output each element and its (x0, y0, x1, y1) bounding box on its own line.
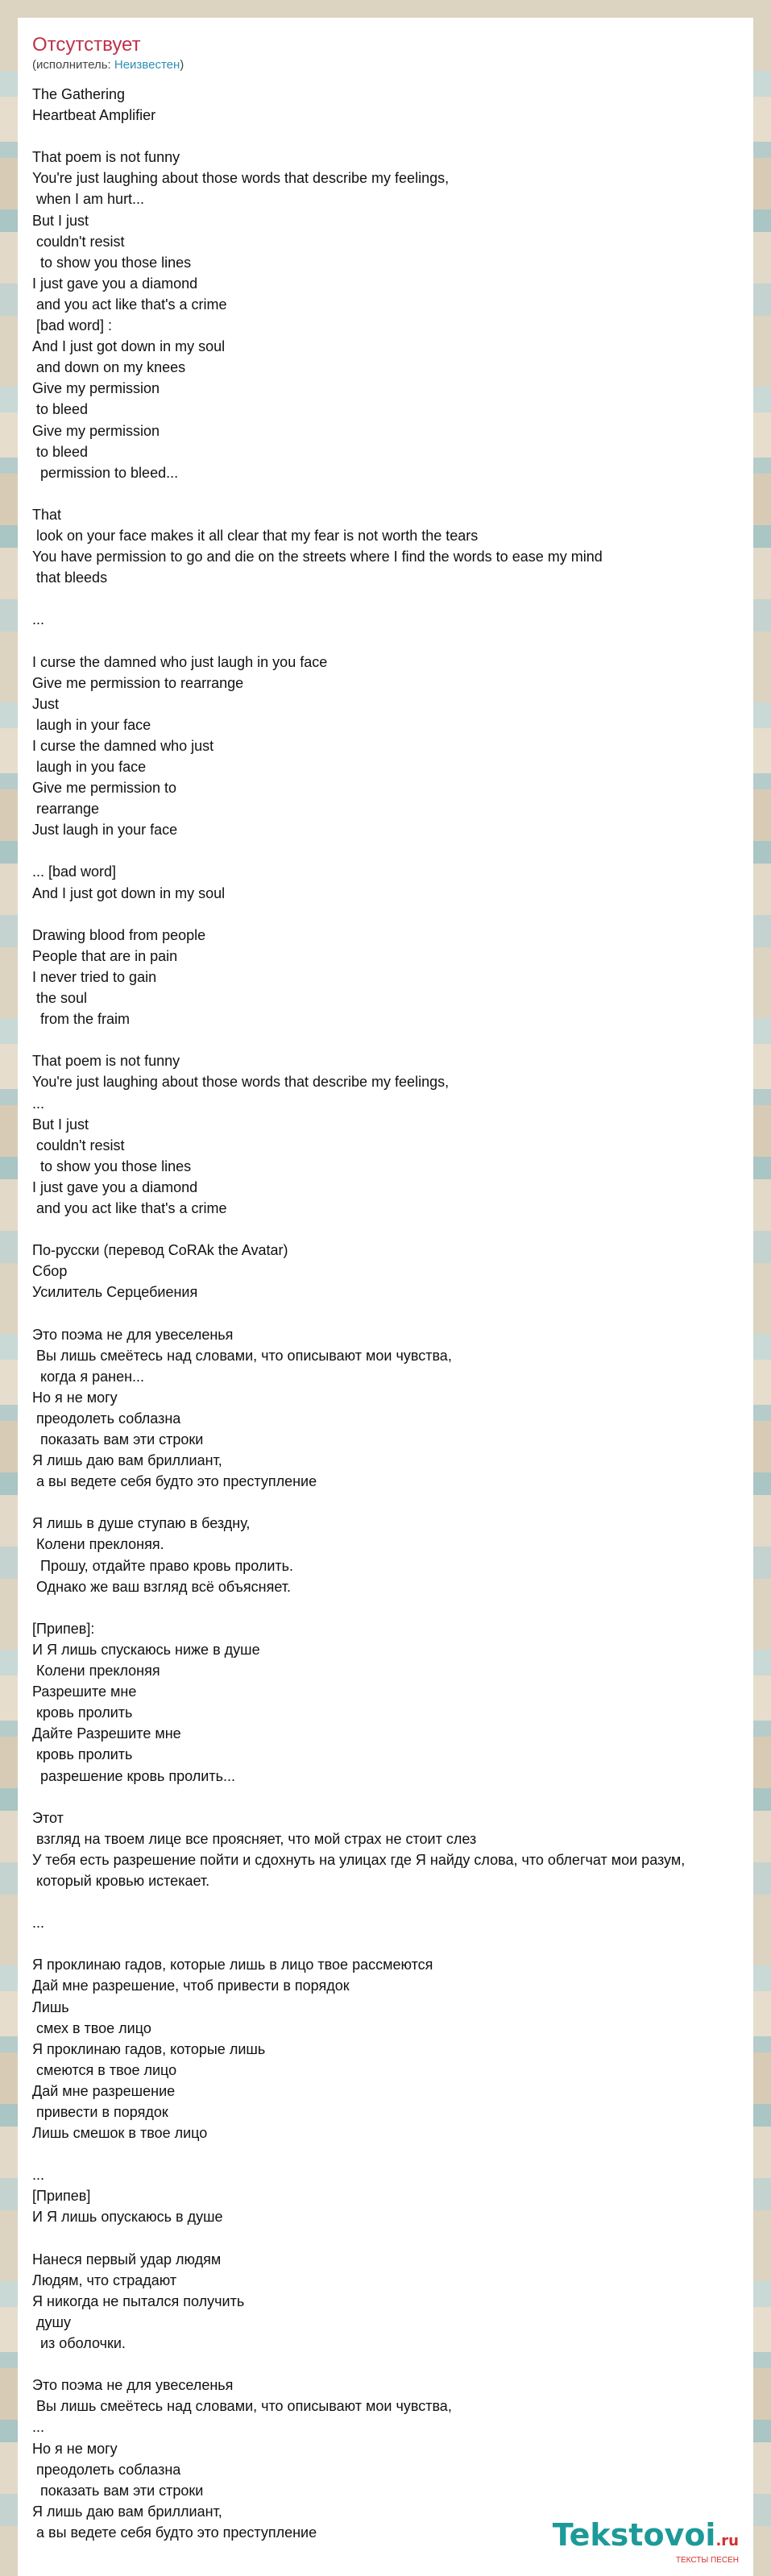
lyric-line: Лишь смешок в твое лицо (32, 2125, 208, 2142)
blank-line (32, 588, 753, 609)
blank-line (32, 483, 753, 504)
blank-line (32, 1891, 753, 1912)
lyric-line: And I just got down in my soul (32, 338, 226, 355)
lyric-line: from the fraim (32, 1011, 131, 1028)
lyric-line: Но я не могу (32, 1389, 118, 1406)
lyric-line: Я лишь даю вам бриллиант, (32, 2503, 222, 2520)
lyric-line: когда я ранен... (32, 1368, 145, 1385)
lyric-line: to show you those lines (32, 1158, 192, 1174)
lyric-line: And I just got down in my soul (32, 884, 226, 901)
lyric-line: ... (32, 1915, 45, 1932)
lyric-line: when I am hurt... (32, 191, 145, 208)
blank-line (32, 2354, 753, 2375)
lyric-line: И Я лишь спускаюсь ниже в душе (32, 1641, 260, 1658)
lyric-line: to show you those lines (32, 254, 192, 271)
lyric-line: ... (32, 1095, 45, 1112)
lyric-line: Но я не могу (32, 2440, 118, 2457)
blank-line (32, 2143, 753, 2164)
lyric-line: That poem is not funny (32, 1053, 180, 1070)
song-title: Отсутствует (32, 34, 141, 56)
lyric-line: You have permission to go and die on the streets where I find the words to ease my mind (32, 549, 603, 565)
artist-prefix: (исполнитель: (32, 58, 114, 72)
lyric-line: привести в порядок (32, 2104, 168, 2120)
lyric-line: Я лишь даю вам бриллиант, (32, 1452, 222, 1469)
lyric-line: Я никогда не пытался получить (32, 2292, 245, 2309)
lyric-line: I curse the damned who just (32, 737, 214, 754)
lyric-line: the soul (32, 990, 88, 1007)
lyric-line: Give my permission (32, 380, 160, 397)
lyric-line: У тебя есть разрешение пойти и сдохнуть на улицах где Я найду слова, что облегчат мои разум, (32, 1851, 686, 1868)
lyric-line: and you act like that's a crime (32, 296, 227, 313)
lyric-line: И Я лишь опускаюсь в душе (32, 2209, 223, 2226)
lyric-line: The Gathering (32, 86, 126, 102)
blank-line (32, 1302, 753, 1323)
lyric-line: Я проклинаю гадов, которые лишь (32, 2040, 266, 2057)
lyric-line: По-русски (перевод CoRAk the Avatar) (32, 1242, 288, 1259)
lyric-line: Drawing blood from people (32, 926, 206, 943)
lyric-line: couldn't resist (32, 233, 125, 250)
lyric-line: and you act like that's a crime (32, 1199, 227, 1216)
lyric-line: to bleed (32, 443, 89, 460)
lyric-line: Колени преклоняя (32, 1663, 160, 1679)
lyric-line: Это поэма не для увеселенья (32, 2377, 234, 2394)
artist-line (32, 58, 184, 72)
lyric-line: Прошу, отдайте право кровь пролить. (32, 1557, 294, 1574)
lyric-line: But I just (32, 1116, 89, 1133)
lyric-line: ... (32, 2167, 45, 2184)
lyric-line: Этот (32, 1809, 64, 1826)
lyric-line: Give my permission (32, 422, 160, 439)
lyric-line: Heartbeat Amplifier (32, 107, 156, 124)
lyric-line: преодолеть соблазна (32, 1410, 181, 1427)
lyric-line: из оболочки. (32, 2335, 126, 2352)
lyric-line: Людям, что страдают (32, 2272, 177, 2288)
lyric-line: Just (32, 695, 60, 712)
blank-line (32, 1933, 753, 1954)
blank-line (32, 1787, 753, 1808)
artist-suffix: ) (180, 58, 184, 72)
blank-line (32, 1597, 753, 1618)
lyric-line: and down on my knees (32, 359, 186, 376)
lyric-line: кровь пролить (32, 1704, 133, 1721)
blank-line (32, 630, 753, 651)
blank-line (32, 1219, 753, 1240)
lyric-line: [Припев] (32, 2188, 91, 2205)
lyric-line: I just gave you a diamond (32, 1178, 198, 1195)
lyric-line: ... (32, 2419, 45, 2436)
lyric-line: Дай мне разрешение, чтоб привести в порядок (32, 1978, 350, 1994)
blank-line (32, 904, 753, 925)
lyric-line: laugh in your face (32, 716, 151, 733)
lyric-line: Я проклинаю гадов, которые лишь в лицо твое рассмеются (32, 1957, 433, 1973)
lyric-line: который кровью истекает. (32, 1872, 210, 1889)
artist-link[interactable]: Неизвестен (114, 58, 180, 72)
logo-tld: .ru (715, 2533, 739, 2549)
lyric-line: преодолеть соблазна (32, 2461, 181, 2478)
lyric-line: Сбор (32, 1263, 68, 1280)
blank-line (32, 840, 753, 861)
lyric-line: душу (32, 2313, 71, 2330)
lyric-line: Вы лишь смеётесь над словами, что описывают мои чувства, (32, 2398, 452, 2415)
site-logo[interactable] (553, 2519, 739, 2565)
lyric-line: Вы лишь смеётесь над словами, что описывают мои чувства, (32, 1347, 452, 1364)
lyrics-page (18, 18, 753, 2576)
lyric-line: That poem is not funny (32, 149, 180, 166)
lyric-line: that bleeds (32, 569, 108, 586)
lyric-line: Разрешите мне (32, 1684, 137, 1700)
lyric-line: разрешение кровь пролить... (32, 1767, 235, 1784)
lyric-line: показать вам эти строки (32, 2482, 204, 2499)
lyric-line: Я лишь в душе ступаю в бездну, (32, 1515, 251, 1532)
lyric-line: [Припев]: (32, 1620, 95, 1637)
lyric-line: взгляд на твоем лице все проясняет, что мой страх не стоит слез (32, 1830, 477, 1847)
lyric-line: а вы ведете себя будто это преступление (32, 1473, 317, 1490)
lyric-line: permission to bleed... (32, 464, 179, 481)
logo-tagline: ТЕКСТЫ ПЕСЕН (675, 2556, 739, 2565)
logo-name: Tekstovoi (552, 2517, 716, 2553)
lyric-line: а вы ведете себя будто это преступление (32, 2524, 317, 2541)
lyric-line: Дайте Разрешите мне (32, 1725, 181, 1742)
lyric-line: You're just laughing about those words that describe my feelings, (32, 1074, 450, 1091)
blank-line (32, 1029, 753, 1050)
lyric-line: Колени преклоняя. (32, 1536, 164, 1553)
background-stripe-left (0, 0, 18, 2576)
background-stripe-right (753, 0, 771, 2576)
lyric-line: I just gave you a diamond (32, 275, 198, 292)
lyric-line: Однако же ваш взгляд всё объясняет. (32, 1578, 291, 1595)
lyric-line: rearrange (32, 801, 100, 818)
lyric-line: [bad word] : (32, 317, 113, 334)
lyric-line: laugh in you face (32, 759, 147, 775)
lyric-line: показать вам эти строки (32, 1431, 204, 1447)
lyric-line: I never tried to gain (32, 968, 157, 985)
lyric-line: People that are in pain (32, 947, 178, 964)
lyric-line: кровь пролить (32, 1746, 133, 1763)
lyric-line: смеются в твое лицо (32, 2061, 177, 2078)
lyric-line: Усилитель Серцебиения (32, 1284, 198, 1301)
lyric-line: couldn't resist (32, 1137, 125, 1153)
lyric-line: Give me permission to rearrange (32, 674, 244, 691)
lyric-line: But I just (32, 212, 89, 229)
lyric-line: Лишь (32, 1998, 69, 2015)
lyric-line: look on your face makes it all clear that my fear is not worth the tears (32, 527, 479, 544)
lyric-line: ... (32, 611, 45, 628)
lyric-line: Дай мне разрешение (32, 2082, 176, 2099)
lyric-line: Это поэма не для увеселенья (32, 1326, 234, 1343)
lyric-line: You're just laughing about those words that describe my feelings, (32, 170, 450, 187)
lyrics-text (32, 84, 753, 2543)
blank-line (32, 2228, 753, 2249)
lyric-line: смех в твое лицо (32, 2019, 151, 2036)
logo-wordmark (553, 2519, 739, 2557)
lyric-line: Just laugh in your face (32, 822, 178, 839)
lyric-line: Give me permission to (32, 780, 177, 797)
blank-line (32, 126, 753, 147)
lyric-line: ... [bad word] (32, 863, 117, 880)
lyric-line: I curse the damned who just laugh in you face (32, 653, 328, 670)
lyric-line: Нанеся первый удар людям (32, 2251, 222, 2267)
lyric-line: to bleed (32, 401, 89, 418)
lyric-line: That (32, 506, 62, 523)
blank-line (32, 1492, 753, 1513)
